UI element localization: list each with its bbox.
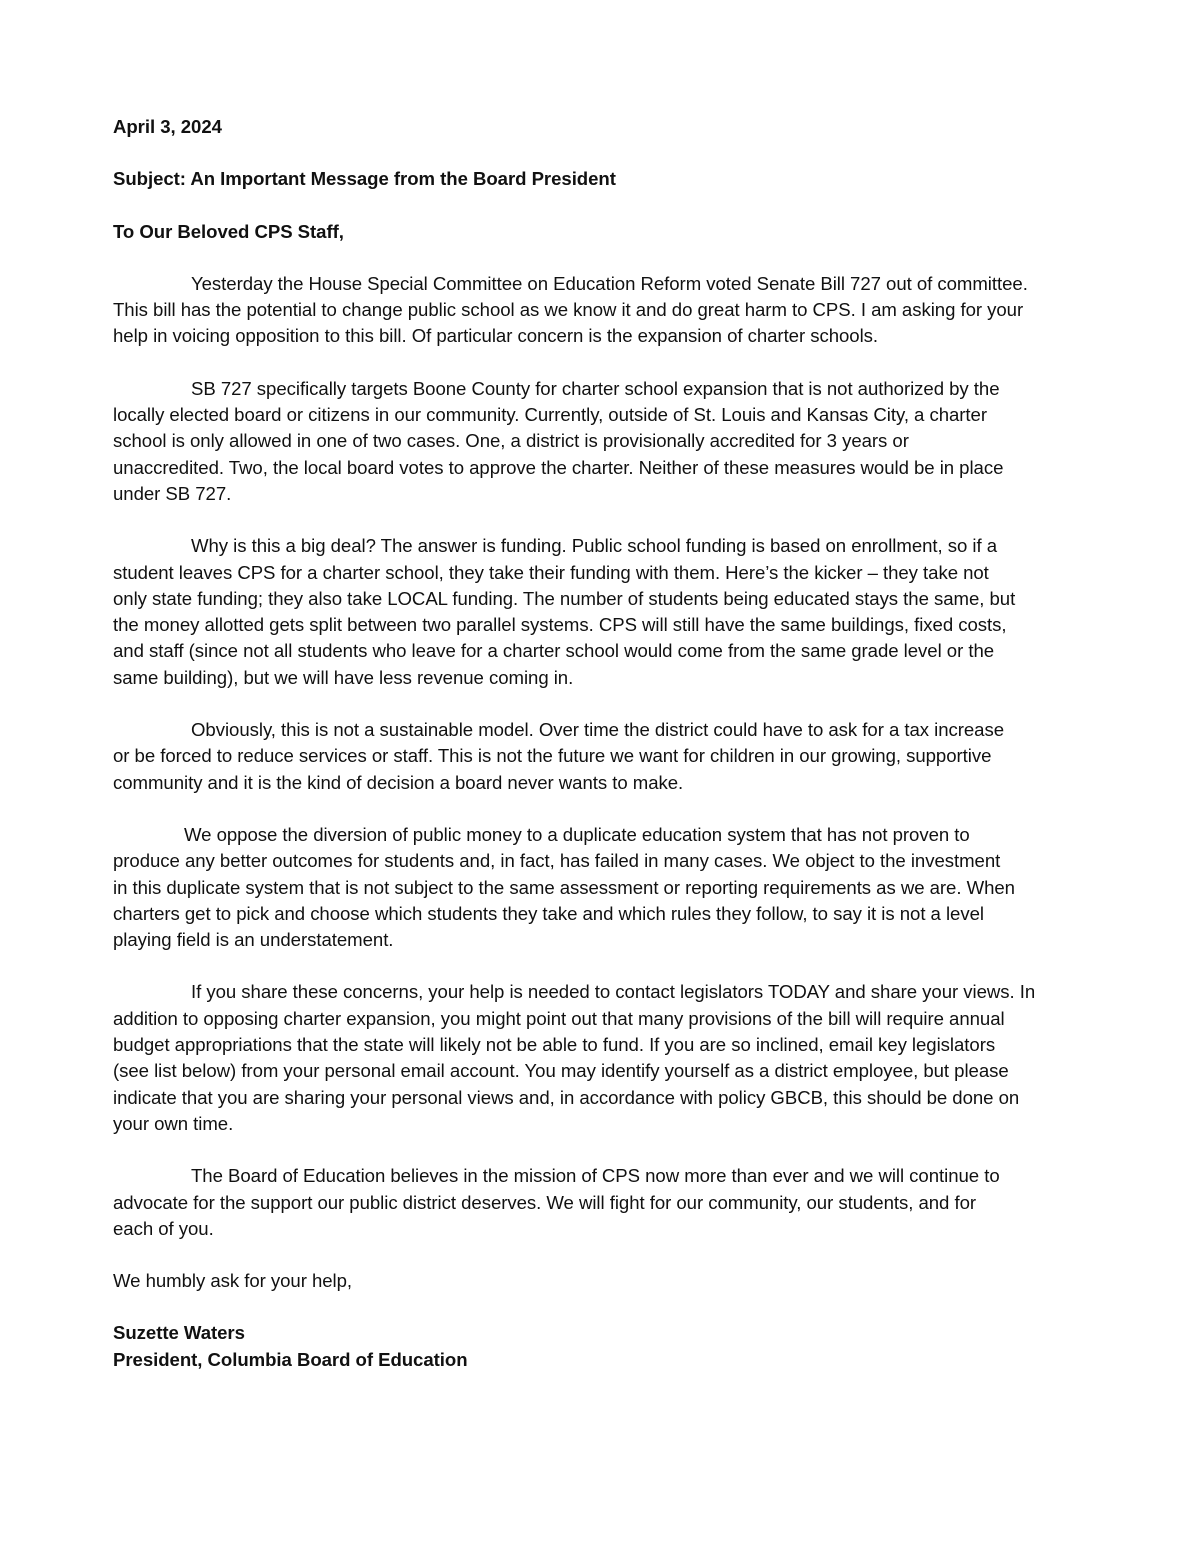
paragraph-line: Why is this a big deal? The answer is funding. Public school funding is based on enrollment, so if a xyxy=(191,535,998,557)
signature-block xyxy=(113,1320,1088,1373)
paragraph-line: advocate for the support our public district deserves. We will fight for our community, our students, and for xyxy=(113,1191,977,1213)
paragraph-line: produce any better outcomes for students and, in fact, has failed in many cases. We object to the investment xyxy=(113,850,1001,872)
signature-title: President, Columbia Board of Education xyxy=(113,1348,468,1370)
letter-date: April 3, 2024 xyxy=(113,116,222,137)
paragraph-line: Obviously, this is not a sustainable model. Over time the district could have to ask for a tax increase xyxy=(191,719,1005,741)
paragraph-line: unaccredited. Two, the local board votes to approve the charter. Neither of these measures would be in place xyxy=(113,456,1004,478)
paragraph-5 xyxy=(113,822,1088,953)
paragraph-line: school is only allowed in one of two cases. One, a district is provisionally accredited for 3 years or xyxy=(113,430,909,452)
paragraph-line: We oppose the diversion of public money to a duplicate education system that has not proven to xyxy=(184,823,970,845)
letter-subject: Subject: An Important Message from the Board President xyxy=(113,168,616,190)
paragraph-line: If you share these concerns, your help is needed to contact legislators TODAY and share your views. In xyxy=(191,981,1036,1003)
paragraph-line: student leaves CPS for a charter school, they take their funding with them. Here’s the kicker – they take not xyxy=(113,561,989,583)
paragraph-line: community and it is the kind of decision a board never wants to make. xyxy=(113,771,684,793)
paragraph-line: only state funding; they also take LOCAL funding. The number of students being educated stays the same, but xyxy=(113,587,1016,609)
paragraph-line: addition to opposing charter expansion, you might point out that many provisions of the bill will require annual xyxy=(113,1007,1005,1029)
letter-body xyxy=(113,112,1088,1373)
paragraph-line: playing field is an understatement. xyxy=(113,929,394,951)
letter-salutation: To Our Beloved CPS Staff, xyxy=(113,220,344,242)
paragraph-line: help in voicing opposition to this bill. Of particular concern is the expansion of charter schools. xyxy=(113,325,879,347)
paragraph-3 xyxy=(113,533,1088,691)
letter-closing: We humbly ask for your help, xyxy=(113,1270,353,1292)
paragraph-line: locally elected board or citizens in our community. Currently, outside of St. Louis and Kansas City, a charter xyxy=(113,404,987,426)
paragraph-line: or be forced to reduce services or staff. This is not the future we want for children in our growing, supportive xyxy=(113,745,992,767)
signature-name: Suzette Waters xyxy=(113,1322,245,1344)
paragraph-line: (see list below) from your personal email account. You may identify yourself as a district employee, but please xyxy=(113,1060,1009,1082)
paragraph-line: This bill has the potential to change public school as we know it and do great harm to CPS. I am asking for your xyxy=(113,299,1024,321)
paragraph-line: indicate that you are sharing your personal views and, in accordance with policy GBCB, this should be done on xyxy=(113,1086,1020,1108)
paragraph-line: same building), but we will have less revenue coming in. xyxy=(113,666,574,688)
paragraph-line: charters get to pick and choose which students they take and which rules they follow, to say it is not a level xyxy=(113,902,984,924)
paragraph-line: The Board of Education believes in the mission of CPS now more than ever and we will continue to xyxy=(191,1165,1000,1187)
paragraph-line: Yesterday the House Special Committee on Education Reform voted Senate Bill 727 out of committee. xyxy=(191,272,1028,294)
paragraph-line: each of you. xyxy=(113,1217,214,1239)
paragraph-line: under SB 727. xyxy=(113,482,232,504)
paragraph-6 xyxy=(113,979,1088,1137)
paragraph-7 xyxy=(113,1163,1088,1242)
paragraph-line: and staff (since not all students who leave for a charter school would come from the same grade level or the xyxy=(113,640,995,662)
paragraph-2 xyxy=(113,376,1088,507)
paragraph-line: the money allotted gets split between two parallel systems. CPS will still have the same buildings, fixed costs, xyxy=(113,614,1007,636)
paragraph-line: in this duplicate system that is not subject to the same assessment or reporting requirements as we are. When xyxy=(113,876,1015,898)
paragraph-line: budget appropriations that the state will likely not be able to fund. If you are so inclined, email key legislators xyxy=(113,1034,996,1056)
paragraph-line: your own time. xyxy=(113,1112,234,1134)
paragraph-line: SB 727 specifically targets Boone County for charter school expansion that is not authorized by the xyxy=(191,377,1000,399)
paragraph-1 xyxy=(113,271,1088,350)
paragraph-4 xyxy=(113,717,1088,796)
